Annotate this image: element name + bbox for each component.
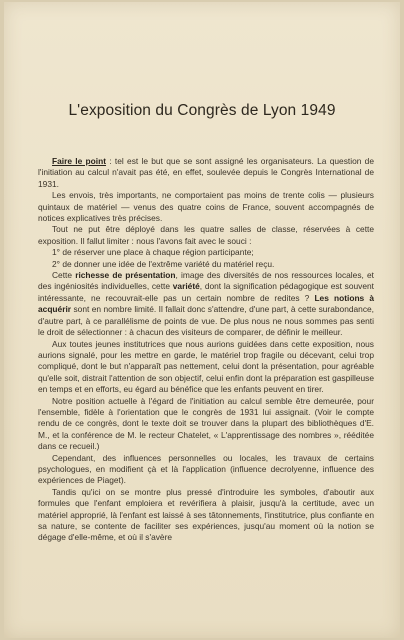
paragraph-institutrices: Aux toutes jeunes institutrices que nous aurions guidées dans cette exposition, nous aurions signalé, pour les mettre en garde, le matériel trop fragile ou décevant, celui trop compliqué, dont le but n'apparaît pas nettement, celui dont la présentation, pour agréable qu'elle soit, distrait l'attention de son objectif, celui enfin dont la préparation est gaspilleuse en temps et en efforts, eu égard au bénéfice que les enfants peuvent en tirer. (38, 338, 374, 395)
paragraph-envois: Les envois, très importants, ne comportaient pas moins de trente colis — plusieurs quintaux de matériel — venus des quatre coins de France, souvent accompagnés de notices explicatives très précises. (38, 190, 374, 224)
text-run: , image des diversités de nos ressources locales, et des ingéniosités individuelles, cette (38, 270, 374, 292)
text-run: sont en nombre limité. Il fallait donc s'attendre, d'une part, à cette surabondance, d'autre part, à ce parallélisme de points de vue. De plus nous ne nous sommes pas senti le droit de sélectionner : à chacun des visiteurs de comparer, de définir le meilleur. (38, 304, 374, 338)
page-title: L'exposition du Congrès de Lyon 1949 (68, 102, 336, 119)
bold-phrase-notions: Les notions à acquérir (38, 292, 374, 315)
paragraph-intro-text: : tel est le but que se sont assigné les organisateurs. La question de l'initiation au calcul n'avait pas été, en effet, soulevée depuis le Congrès International de 1931. (38, 156, 375, 189)
text-run: , dont la signification pédagogique est souvent intéressante, ne recouvrait-elle pas un certain nombre de redites ? (38, 281, 375, 303)
paragraph-position: Notre position actuelle à l'égard de l'initiation au calcul semble être demeurée, pour l'ensemble, fidèle à l'orientation que le congrès de 1931 lui assignait. (Voir le compte rendu de ce congrès, dont le texte doit se trouver dans la plupart des bibliothèques d'E. M., et la conférence de M. le recteur Chatelet, « L'apprentissage des nombres », rééditée dans ce recueil.) (38, 395, 374, 452)
paragraph-intro (38, 156, 374, 190)
bold-phrase-variete: variété (172, 281, 200, 292)
article-body (38, 156, 374, 544)
paragraph-limites: Tout ne put être déployé dans les quatre salles de classe, réservées à cette exposition. Il fallut limiter : nous l'avons fait avec le souci : (38, 224, 374, 246)
lead-phrase: Faire le point (52, 156, 107, 166)
bold-phrase-richesse: richesse de présentation (75, 270, 176, 281)
list-item-2: 2° de donner une idée de l'extrême variété du matériel reçu. (52, 258, 275, 269)
text-run: Cette (52, 270, 76, 281)
book-page (4, 2, 400, 638)
paragraph-influences: Cependant, des influences personnelles ou locales, les travaux de certains psychologues, en modifient çà et là l'application (influence decrolyenne, influence des expériences de Piaget). (38, 452, 374, 486)
list-item-1: 1° de réserver une place à chaque région participante; (52, 247, 254, 258)
paragraph-richesse (38, 270, 374, 338)
paragraph-symboles: Tandis qu'ici on se montre plus pressé d'introduire les symboles, d'aboutir aux formules que l'enfant emploiera et revérifiera à plaisir, jusqu'à la certitude, avec un matériel approprié, là l'enfant est laissé à ses tâtonnements, l'institutrice, plus confiante en sa nature, se contente de faciliter ses expériences, jusqu'au moment où la notion se dégage d'elle-même, et où il s'avère (38, 486, 374, 543)
